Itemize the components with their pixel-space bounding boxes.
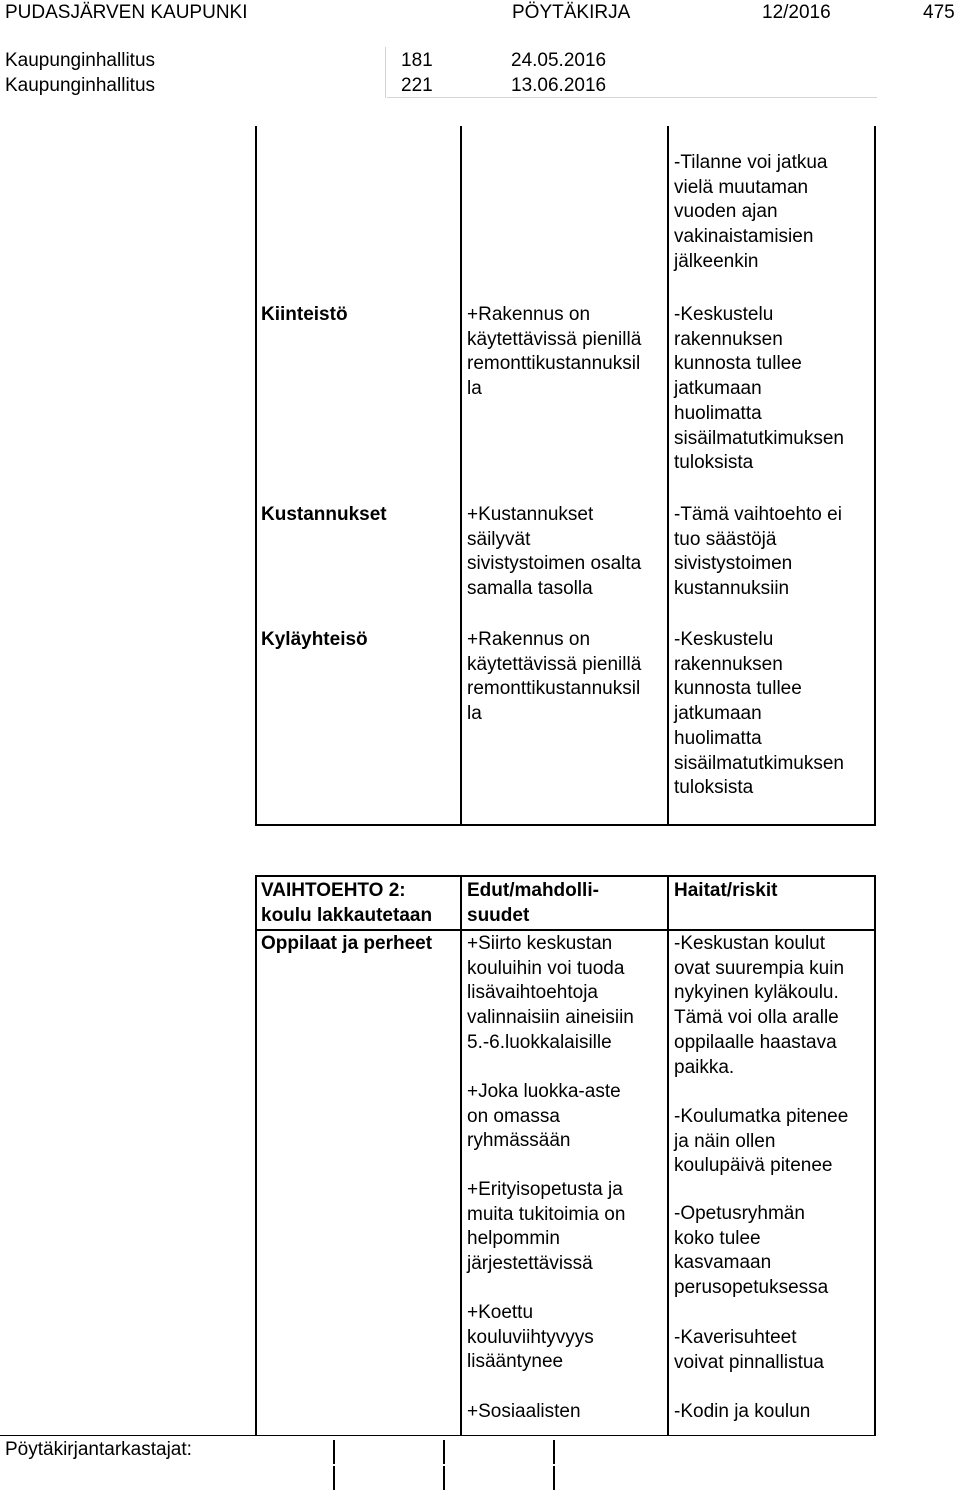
header-rule [387,97,877,98]
table2-col-divider-1 [460,875,462,1435]
row-label-kustannukset: Kustannukset [261,504,387,525]
row-cons-kustannukset: -Tämä vaihtoehto ei tuo säästöjä sivistystoimen kustannuksiin [674,504,842,600]
cons-item: -Kaverisuhteet voivat pinnallistua [674,1327,824,1373]
footer-rule [0,1435,876,1436]
pros-item: +Erityisopetusta ja muita tukitoimia on helpommin järjestettävissä [467,1179,626,1275]
meeting-section-2: 221 [401,75,433,96]
table2-header-divider [255,929,876,931]
signature-field [443,1466,445,1490]
row-label-kylayhteiso: Kyläyhteisö [261,629,368,650]
pros-item: +Sosiaalisten [467,1401,581,1422]
meeting-date-1: 24.05.2016 [511,50,607,71]
pros-item: +Joka luokka-aste on omassa ryhmässään [467,1081,621,1152]
section-divider [385,47,386,98]
table2-col-divider-2 [667,875,669,1435]
pros-item: +Siirto keskustan kouluihin voi tuoda lisävaihtoehtoja valinnaisiin aineisiin 5.-6.luokkalaisille [467,933,634,1053]
table2-head-option: VAIHTOEHTO 2: koulu lakkautetaan [261,880,433,926]
meeting-body-1: Kaupunginhallitus [5,50,156,71]
row-pros-kiinteisto: +Rakennus on käytettävissä pienillä remonttikustannuksil la [467,304,642,400]
table2-head-pros: Edut/mahdolli- suudet [467,880,599,926]
table2-head-cons: Haitat/riskit [674,880,778,901]
table2-left-border [255,875,257,1435]
row-label-oppilaat: Oppilaat ja perheet [261,933,433,954]
table2-right-border [874,875,876,1435]
signature-field [333,1440,335,1464]
row-cons-kylayhteiso: -Keskustelu rakennuksen kunnosta tullee jatkumaan huolimatta sisäilmatutkimuksen tuloksista [674,629,844,799]
table1-col-divider-2 [667,126,669,826]
row-pros-kylayhteiso: +Rakennus on käytettävissä pienillä remonttikustannuksil la [467,629,642,725]
table1-bottom-border [255,824,876,826]
row-label-kiinteisto: Kiinteistö [261,304,348,325]
reviewers-label: Pöytäkirjantarkastajat: [5,1439,192,1460]
cons-item: -Opetusryhmän koko tulee kasvamaan perusopetuksessa [674,1203,829,1299]
document-issue: 12/2016 [762,2,831,23]
row-pros-kustannukset: +Kustannukset säilyvät sivistystoimen osalta samalla tasolla [467,504,642,600]
document-type: PÖYTÄKIRJA [512,2,631,23]
table1-col-divider-1 [460,126,462,826]
cons-item: -Keskustan koulut ovat suurempia kuin nykyinen kyläkoulu. Tämä voi olla aralle oppilaalle haastava paikka. [674,933,845,1078]
meeting-body-2: Kaupunginhallitus [5,75,156,96]
table1-left-border [255,126,257,826]
signature-field [553,1466,555,1490]
cons-item: -Kodin ja koulun [674,1401,811,1422]
cons-item: -Koulumatka pitenee ja näin ollen koulupäivä pitenee [674,1106,849,1177]
table2-top-border [255,875,876,877]
meeting-date-2: 13.06.2016 [511,75,607,96]
row-cons-kiinteisto: -Keskustelu rakennuksen kunnosta tullee jatkumaan huolimatta sisäilmatutkimuksen tuloksista [674,304,844,474]
organization-name: PUDASJÄRVEN KAUPUNKI [5,2,248,23]
signature-field [443,1440,445,1464]
table1-continued-cons: -Tilanne voi jatkua vielä muutaman vuoden ajan vakinaistamisien jälkeenkin [674,152,828,272]
table1-right-border [874,126,876,826]
page-number: 475 [923,2,955,23]
signature-field [333,1466,335,1490]
signature-field [553,1440,555,1464]
meeting-section-1: 181 [401,50,433,71]
pros-item: +Koettu kouluviihtyvyys lisääntynee [467,1302,594,1373]
